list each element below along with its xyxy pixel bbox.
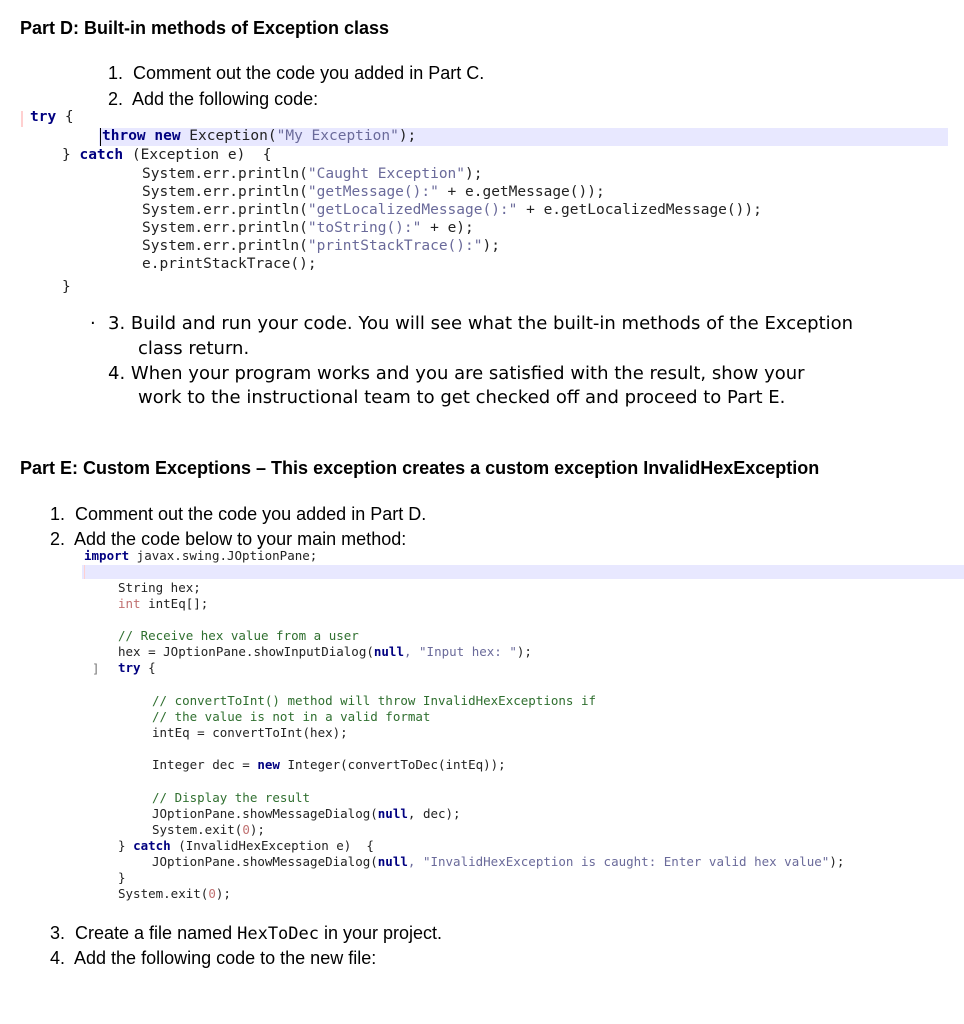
code-line: System.err.println("printStackTrace():"); xyxy=(142,238,500,254)
part-e-heading: Part E: Custom Exceptions – This exception creates a custom exception InvalidHexException xyxy=(20,458,820,478)
code-line: } xyxy=(62,279,71,295)
code-line: intEq = convertToInt(hex); xyxy=(152,725,348,740)
part-d-step-3-cont: class return. xyxy=(138,338,250,359)
code-line: // Display the result xyxy=(152,790,311,805)
code-line: String hex; xyxy=(118,580,201,595)
code-line: try { xyxy=(30,109,74,125)
part-d-step-2: 2. Add the following code: xyxy=(108,89,319,109)
code-line: } catch (Exception e) { xyxy=(62,147,272,163)
code-line: throw new Exception("My Exception"); xyxy=(102,128,417,144)
code-line: System.err.println("Caught Exception"); xyxy=(142,166,483,182)
code-line: JOptionPane.showMessageDialog(null, dec); xyxy=(152,806,461,821)
part-d-step-1: 1. Comment out the code you added in Part C. xyxy=(108,63,485,83)
code-change-marker xyxy=(84,565,85,579)
code-change-marker xyxy=(21,111,23,127)
code-line: } xyxy=(118,870,126,885)
code-line: import javax.swing.JOptionPane; xyxy=(84,548,318,563)
code-line: Integer dec = new Integer(convertToDec(intEq)); xyxy=(152,757,506,772)
code-line: System.exit(0); xyxy=(118,886,231,901)
code-line: JOptionPane.showMessageDialog(null, "InvalidHexException is caught: Enter valid hex value"); xyxy=(152,854,845,869)
current-line-highlight xyxy=(82,565,964,579)
code-line: // convertToInt() method will throw InvalidHexExceptions if xyxy=(152,693,597,708)
part-d-step-4-cont: work to the instructional team to get checked off and proceed to Part E. xyxy=(138,387,786,408)
code-line: int intEq[]; xyxy=(118,596,209,611)
bullet-dot: · xyxy=(90,313,96,334)
code-line: System.err.println("getLocalizedMessage():" + e.getLocalizedMessage()); xyxy=(142,202,762,218)
code-line: System.exit(0); xyxy=(152,822,265,837)
part-e-step-4: 4. Add the following code to the new file: xyxy=(50,948,377,968)
part-d-step-3: 3. Build and run your code. You will see what the built-in methods of the Exception xyxy=(108,313,854,334)
cursor-caret xyxy=(100,128,101,146)
code-line: } catch (InvalidHexException e) { xyxy=(118,838,374,853)
part-e-step-2: 2. Add the code below to your main method: xyxy=(50,529,407,549)
code-line: try { xyxy=(118,660,156,675)
code-line: e.printStackTrace(); xyxy=(142,256,317,272)
fold-marker: ] xyxy=(92,661,100,676)
part-e-step-1: 1. Comment out the code you added in Part D. xyxy=(50,504,427,524)
code-line: System.err.println("toString():" + e); xyxy=(142,220,474,236)
code-line: // the value is not in a valid format xyxy=(152,709,431,724)
part-d-step-4: 4. When your program works and you are satisfied with the result, show your xyxy=(108,363,805,384)
part-d-heading: Part D: Built-in methods of Exception class xyxy=(20,18,390,38)
code-line: // Receive hex value from a user xyxy=(118,628,359,643)
part-e-step-3: 3. Create a file named HexToDec in your project. xyxy=(50,923,443,944)
code-line: hex = JOptionPane.showInputDialog(null, "Input hex: "); xyxy=(118,644,532,659)
code-line: System.err.println("getMessage():" + e.getMessage()); xyxy=(142,184,605,200)
